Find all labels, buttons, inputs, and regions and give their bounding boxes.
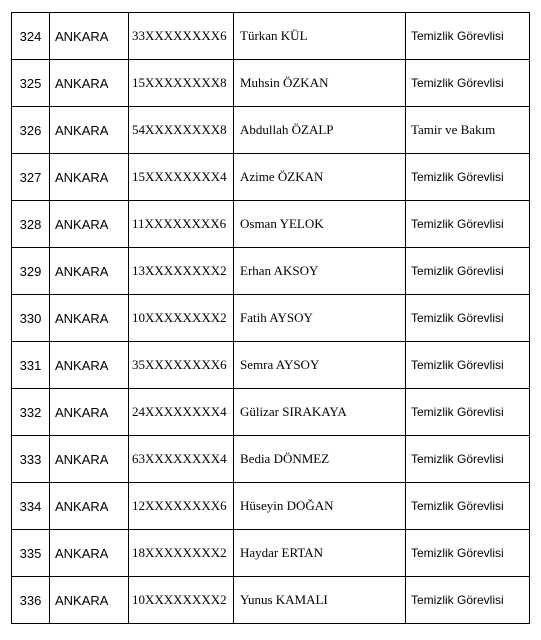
id-number-cell: 24XXXXXXXX4 [129, 389, 234, 436]
id-number-cell: 33XXXXXXXX6 [129, 13, 234, 60]
id-number-cell: 13XXXXXXXX2 [129, 248, 234, 295]
full-name-cell: Osman YELOK [234, 201, 406, 248]
city-cell: ANKARA [50, 342, 129, 389]
row-number-cell: 327 [12, 154, 50, 201]
id-number-cell: 63XXXXXXXX4 [129, 436, 234, 483]
row-number-cell: 331 [12, 342, 50, 389]
id-number-cell: 15XXXXXXXX8 [129, 60, 234, 107]
full-name-cell: Gülizar SIRAKAYA [234, 389, 406, 436]
table-row [12, 154, 530, 201]
table-row [12, 13, 530, 60]
city-cell: ANKARA [50, 389, 129, 436]
job-title-cell: Temizlik Görevlisi [406, 248, 530, 295]
row-number-cell: 324 [12, 13, 50, 60]
full-name-cell: Azime ÖZKAN [234, 154, 406, 201]
table-row [12, 483, 530, 530]
table-body [12, 13, 530, 624]
id-number-cell: 54XXXXXXXX8 [129, 107, 234, 154]
row-number-cell: 336 [12, 577, 50, 624]
city-cell: ANKARA [50, 436, 129, 483]
city-cell: ANKARA [50, 154, 129, 201]
table-row [12, 248, 530, 295]
table-row [12, 342, 530, 389]
job-title-cell: Tamir ve Bakım [406, 107, 530, 154]
city-cell: ANKARA [50, 483, 129, 530]
full-name-cell: Türkan KÜL [234, 13, 406, 60]
job-title-cell: Temizlik Görevlisi [406, 436, 530, 483]
row-number-cell: 326 [12, 107, 50, 154]
table-row [12, 201, 530, 248]
full-name-cell: Haydar ERTAN [234, 530, 406, 577]
full-name-cell: Abdullah ÖZALP [234, 107, 406, 154]
id-number-cell: 10XXXXXXXX2 [129, 577, 234, 624]
job-title-cell: Temizlik Görevlisi [406, 389, 530, 436]
id-number-cell: 35XXXXXXXX6 [129, 342, 234, 389]
table-row [12, 295, 530, 342]
id-number-cell: 15XXXXXXXX4 [129, 154, 234, 201]
full-name-cell: Erhan AKSOY [234, 248, 406, 295]
job-title-cell: Temizlik Görevlisi [406, 530, 530, 577]
row-number-cell: 334 [12, 483, 50, 530]
row-number-cell: 329 [12, 248, 50, 295]
job-title-cell: Temizlik Görevlisi [406, 342, 530, 389]
row-number-cell: 335 [12, 530, 50, 577]
row-number-cell: 325 [12, 60, 50, 107]
city-cell: ANKARA [50, 248, 129, 295]
id-number-cell: 10XXXXXXXX2 [129, 295, 234, 342]
id-number-cell: 11XXXXXXXX6 [129, 201, 234, 248]
table-row [12, 530, 530, 577]
city-cell: ANKARA [50, 107, 129, 154]
job-title-cell: Temizlik Görevlisi [406, 577, 530, 624]
job-title-cell: Temizlik Görevlisi [406, 60, 530, 107]
city-cell: ANKARA [50, 530, 129, 577]
job-title-cell: Temizlik Görevlisi [406, 483, 530, 530]
job-title-cell: Temizlik Görevlisi [406, 295, 530, 342]
table-row [12, 436, 530, 483]
row-number-cell: 332 [12, 389, 50, 436]
full-name-cell: Muhsin ÖZKAN [234, 60, 406, 107]
city-cell: ANKARA [50, 577, 129, 624]
full-name-cell: Fatih AYSOY [234, 295, 406, 342]
row-number-cell: 333 [12, 436, 50, 483]
full-name-cell: Yunus KAMALI [234, 577, 406, 624]
city-cell: ANKARA [50, 60, 129, 107]
row-number-cell: 328 [12, 201, 50, 248]
city-cell: ANKARA [50, 13, 129, 60]
table-row [12, 389, 530, 436]
full-name-cell: Hüseyin DOĞAN [234, 483, 406, 530]
table-row [12, 107, 530, 154]
job-title-cell: Temizlik Görevlisi [406, 201, 530, 248]
city-cell: ANKARA [50, 201, 129, 248]
city-cell: ANKARA [50, 295, 129, 342]
table-row [12, 60, 530, 107]
row-number-cell: 330 [12, 295, 50, 342]
id-number-cell: 18XXXXXXXX2 [129, 530, 234, 577]
job-title-cell: Temizlik Görevlisi [406, 13, 530, 60]
full-name-cell: Bedia DÖNMEZ [234, 436, 406, 483]
id-number-cell: 12XXXXXXXX6 [129, 483, 234, 530]
table-row [12, 577, 530, 624]
personnel-table [11, 12, 530, 624]
job-title-cell: Temizlik Görevlisi [406, 154, 530, 201]
full-name-cell: Semra AYSOY [234, 342, 406, 389]
